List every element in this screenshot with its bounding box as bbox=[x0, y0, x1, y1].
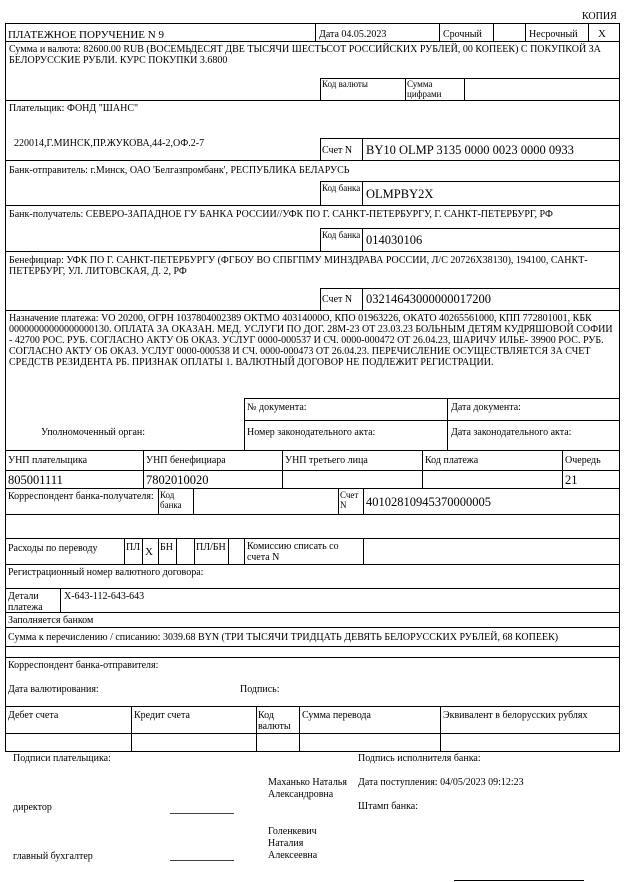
ledger-transfer-sum: Сумма перевода bbox=[302, 710, 371, 721]
beneficiary: Бенефициар: УФК ПО Г. САНКТ-ПЕТЕРБУРГУ (ФГБОУ ВО СПБГПМУ МИНЗДРАВА РОССИИ, Л/С 20726X38130), 194100, САНКТ-ПЕТЕРБУРГ, УЛ. ЛИТОВСКАЯ, Д. 2, РФ bbox=[9, 255, 588, 277]
director-position: директор bbox=[13, 802, 52, 813]
receipt-date: Дата поступления: 04/05/2023 09:12:23 bbox=[358, 777, 524, 788]
accountant-name: Голенкевич Наталия Алексеевна bbox=[268, 826, 318, 861]
receiver-bank: Банк-получатель: СЕВЕРО-ЗАПАДНОЕ ГУ БАНКА РОССИИ//УФК ПО Г. САНКТ-ПЕТЕРБУРГУ, Г. САНКТ-ПЕТЕРБУРГ, РФ bbox=[9, 209, 553, 220]
commission-label: Комиссию списать со счета N bbox=[247, 541, 339, 563]
unp-third-label: УНП третьего лица bbox=[285, 455, 368, 466]
expenses-plbn: ПЛ/БН bbox=[196, 542, 226, 553]
ledger-equivalent: Эквивалент в белорусских рублях bbox=[443, 710, 588, 721]
accountant-position: главный бухгалтер bbox=[13, 851, 93, 862]
doc-number-label: № документа: bbox=[247, 402, 307, 413]
expenses-label: Расходы по переводу bbox=[8, 543, 98, 554]
payer-signatures-label: Подписи плательщика: bbox=[13, 753, 111, 764]
payer-name: Плательщик: ФОНД "ШАНС" bbox=[9, 103, 139, 114]
doc-date: Дата 04.05.2023 bbox=[319, 29, 387, 40]
payer-address: 220014,Г.МИНСК,ПР.ЖУКОВА,44-2,ОФ.2-7 bbox=[14, 138, 205, 149]
act-date-label: Дата законодательного акта: bbox=[451, 427, 572, 438]
unp-payer: 805001111 bbox=[8, 473, 63, 487]
details-label: Детали платежа bbox=[8, 591, 43, 613]
beneficiary-account: 03214643000000017200 bbox=[366, 292, 491, 306]
beneficiary-account-label: Счет N bbox=[322, 294, 353, 305]
correspondent-account: 40102810945370000005 bbox=[366, 495, 491, 509]
queue-label: Очередь bbox=[565, 455, 601, 466]
currency-code-label: Код валюты bbox=[322, 79, 368, 89]
sender-bank-code: OLMPBY2X bbox=[366, 187, 434, 201]
correspondent-code-label: Код банка bbox=[160, 490, 182, 510]
signature-label: Подпись: bbox=[240, 684, 280, 695]
reg-contract-label: Регистрационный номер валютного договора: bbox=[8, 567, 204, 578]
payment-code-label: Код платежа bbox=[425, 455, 479, 466]
unp-benef-label: УНП бенефициара bbox=[146, 455, 226, 466]
receiver-bank-code-label: Код банка bbox=[322, 230, 361, 240]
sender-bank-code-label: Код банка bbox=[322, 183, 361, 193]
doc-title: ПЛАТЕЖНОЕ ПОРУЧЕНИЕ N 9 bbox=[8, 29, 164, 41]
queue-value: 21 bbox=[565, 473, 578, 487]
correspondent-account-label: Счет N bbox=[340, 490, 359, 510]
details-value: X-643-112-643-643 bbox=[64, 591, 145, 602]
ledger-credit: Кредит счета bbox=[134, 710, 190, 721]
sum-digits-label: Сумма цифрами bbox=[407, 79, 442, 99]
payer-account-label: Счет N bbox=[322, 145, 353, 156]
copy-label: КОПИЯ bbox=[582, 11, 617, 22]
ledger-debit: Дебет счета bbox=[8, 710, 59, 721]
unp-benef: 7802010020 bbox=[146, 473, 209, 487]
act-number-label: Номер законодательного акта: bbox=[247, 427, 376, 438]
bank-fill-label: Заполняется банком bbox=[8, 615, 94, 626]
executor-signature-label: Подпись исполнителя банка: bbox=[358, 753, 481, 764]
expenses-mark: X bbox=[145, 546, 153, 558]
authority-label: Уполномоченный орган: bbox=[41, 427, 146, 438]
amount-text: Сумма и валюта: 82600.00 RUB (ВОСЕМЬДЕСЯТ ДВЕ ТЫСЯЧИ ШЕСТЬСОТ РОССИЙСКИХ РУБЛЕЙ, 00 КОПЕЕК) С ПОКУПКОЙ ЗА БЕЛОРУССКИЕ РУБЛИ. КУРС ПОКУПКИ 3.6800 bbox=[9, 44, 601, 66]
nonurgent-label: Несрочный bbox=[529, 29, 578, 40]
unp-payer-label: УНП плательщика bbox=[8, 455, 88, 466]
nonurgent-mark: X bbox=[598, 28, 606, 40]
payer-account: BY10 OLMP 3135 0000 0023 0000 0933 bbox=[366, 143, 574, 157]
sender-correspondent-label: Корреспондент банка-отправителя: bbox=[8, 660, 159, 671]
expenses-bn: БН bbox=[160, 542, 173, 553]
sender-bank: Банк-отправитель: г.Минск, ОАО 'Белгазпромбанк', РЕСПУБЛИКА БЕЛАРУСЬ bbox=[9, 165, 350, 176]
director-name: Маханько Наталья Александровна bbox=[268, 777, 347, 800]
bank-stamp-label: Штамп банка: bbox=[358, 801, 418, 812]
ledger-currency-code: Код валюты bbox=[258, 710, 291, 732]
urgent-label: Срочный bbox=[443, 29, 482, 40]
correspondent-label: Корреспондент банка-получателя: bbox=[8, 491, 154, 502]
transfer-sum: Сумма к перечислению / списанию: 3039.68 BYN (ТРИ ТЫСЯЧИ ТРИДЦАТЬ ДЕВЯТЬ БЕЛОРУССКИХ РУБЛЕЙ, 68 КОПЕЕК) bbox=[8, 632, 559, 643]
expenses-pl: ПЛ bbox=[126, 542, 141, 553]
valuation-date-label: Дата валютирования: bbox=[8, 684, 99, 695]
receiver-bank-code: 014030106 bbox=[366, 233, 423, 247]
payment-purpose: Назначение платежа: VO 20200, ОГРН 1037804002389 ОКТМО 40314000О, КПО 01963226, ОКАТО 40265561000, КПП 772801001, КБК 00000000000000000130. ОПЛАТА ЗА ОКАЗАН. МЕД. УСЛУГИ ПО ДОГ. 28М-23 ОТ 23.03.23 БОЛЬНЫМ ДЕТЯМ КУДРЯШОВОЙ СОФИИ - 42700 РОС. РУБ. СОГЛАСНО АКТУ ОБ ОКАЗ. УСЛУГ 0000-000537 И СЧ. 0000-000472 ОТ 26.04.23, ШАРИЧУ ИЛЬЕ- 39900 РОС. РУБ. СОГЛАСНО АКТУ ОБ ОКАЗ. УСЛУГ 0000-000538 И СЧ. 0000-000473 ОТ 26.04.23. ПЕРЕЧИСЛЕНИЕ ОСУЩЕСТВЛЯЕТСЯ ЗА СЧЕТ СРЕДСТВ РЕЗИДЕНТА РБ. ПРИЗНАК ОПЛАТЫ 1. ВАЛЮТНЫЙ ДОГОВОР НЕ ПОДЛЕЖИТ РЕГИСТРАЦИИ. bbox=[9, 313, 613, 368]
doc-date-label: Дата документа: bbox=[451, 402, 521, 413]
